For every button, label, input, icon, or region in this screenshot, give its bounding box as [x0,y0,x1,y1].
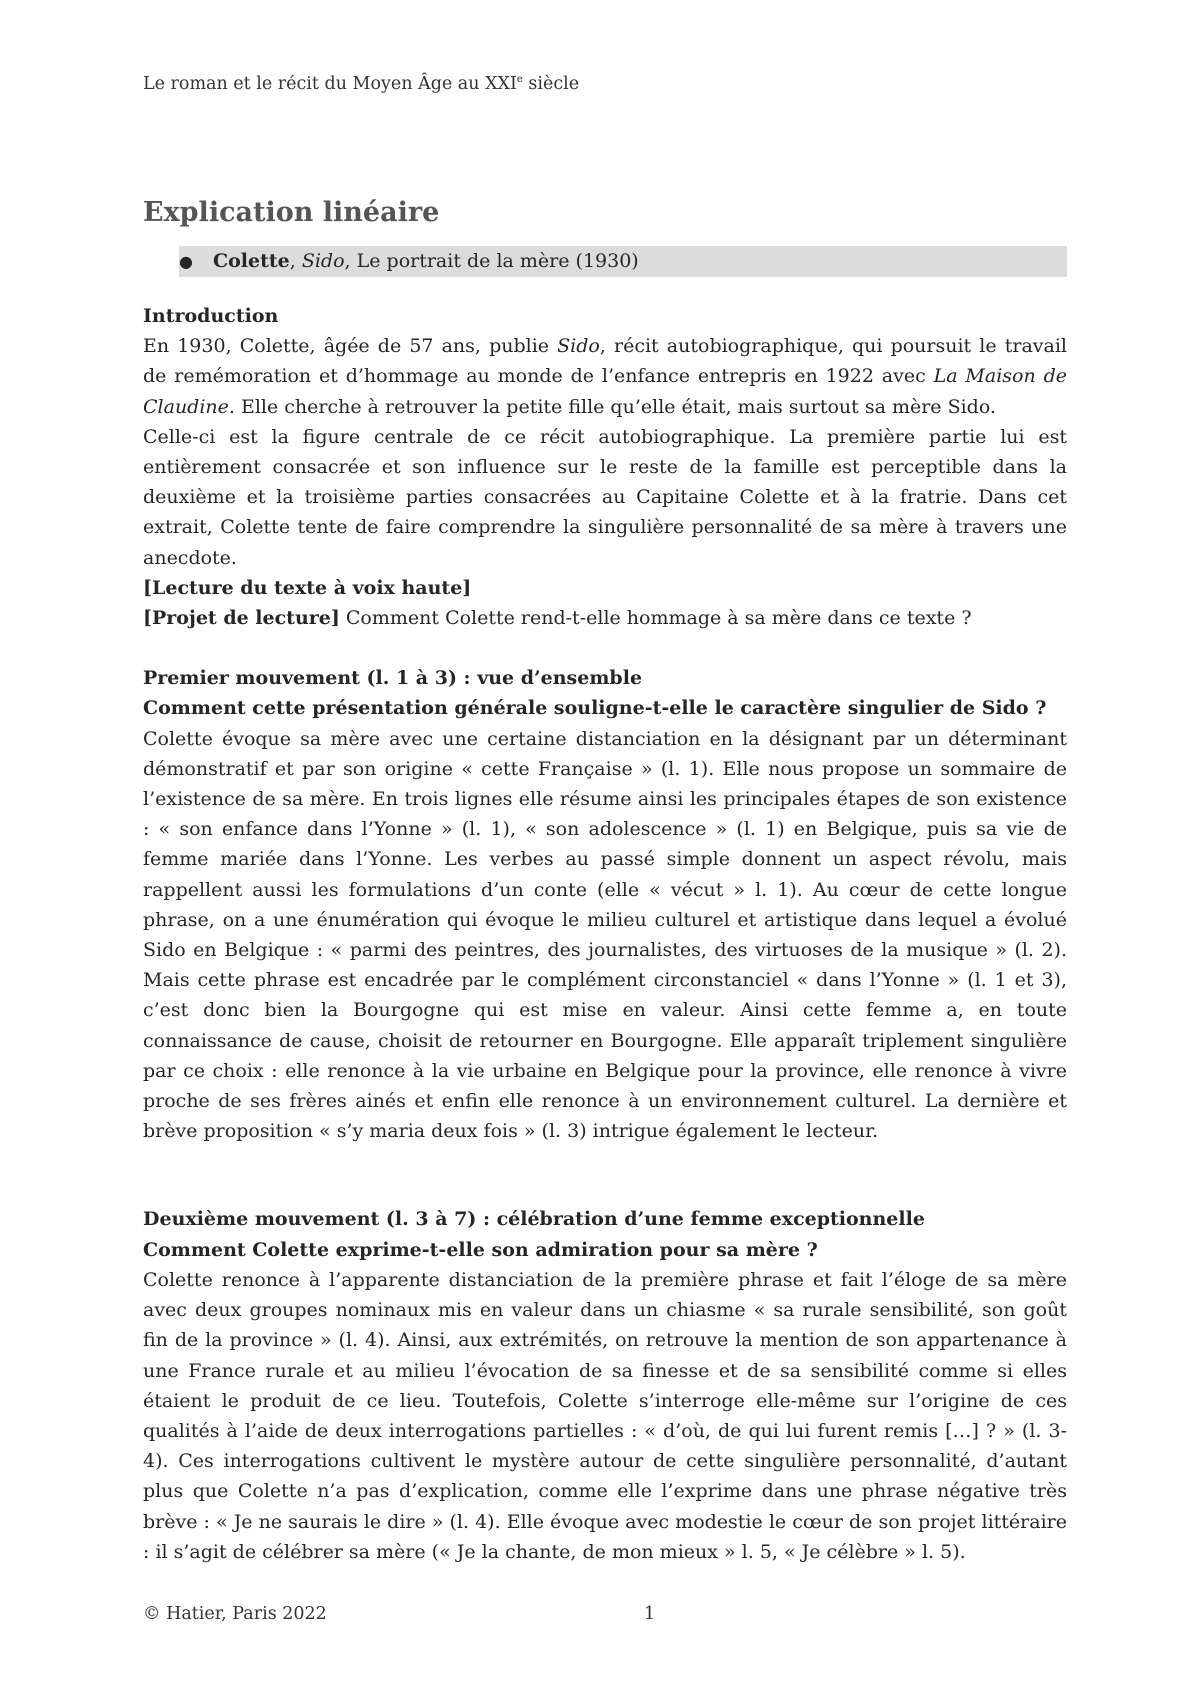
reading-project: [Projet de lecture] Comment Colette rend-t-elle hommage à sa mère dans ce texte ? [143,607,972,630]
intro-paragraph-2: Celle-ci est la figure centrale de ce récit autobiographique. La première partie lui est entièrement consacrée et son influence sur le reste de la famille est perceptible dans la deuxième et la troisième parties consacrées au Capitaine Colette et à la fratrie. Dans cet extrait, Colette tente de faire comprendre la singulière personnalité de sa mère à travers une anecdote. [143,425,1067,569]
movement-1-text: Colette évoque sa mère avec une certaine distanciation en la désignant par un déterminant démonstratif et par son origine « cette Française » (l. 1). Elle nous propose un sommaire de l’existence de sa mère. En trois lignes elle résume ainsi les principales étapes de son existence : « son enfance dans l’Yonne » (l. 1), « son adolescence » (l. 1) en Belgique, puis sa vie de femme mariée dans l’Yonne. Les verbes au passé simple donnent un aspect révolu, mais rappellent aussi les formulations d’un conte (elle « vécut » l. 1). Au cœur de cette longue phrase, on a une énumération qui évoque le milieu culturel et artistique dans lequel a évolué Sido en Belgique : « parmi des peintres, des journalistes, des virtuoses de la musique » (l. 2). Mais cette phrase est encadrée par le complément circonstanciel « dans l’Yonne » (l. 1 et 3), c’est donc bien la Bourgogne qui est mise en valeur. Ainsi cette femme a, en toute connaissance de cause, choisit de retourner en Bourgogne. Elle apparaît triplement singulière par ce choix : elle renonce à la vie urbaine en Belgique pour la province, elle renonce à vivre proche de ses frères ainés et enfin elle renonce à un environnement culturel. La dernière et brève proposition « s’y maria deux fois » (l. 3) intrigue également le lecteur. [143,727,1067,1143]
document-body [143,196,1067,1567]
work-subtitle: , Le portrait de la mère (1930) [344,250,639,272]
work-title: Sido [301,250,345,272]
footer-copyright: © Hatier, Paris 2022 [143,1604,327,1624]
movement-1-question: Comment cette présentation générale souligne-t-elle le caractère singulier de Sido ? [143,697,1047,720]
movement-2-text: Colette renonce à l’apparente distanciation de la première phrase et fait l’éloge de sa mère avec deux groupes nominaux mis en valeur dans un chiasme « sa rurale sensibilité, son goût fin de la province » (l. 4). Ainsi, aux extrémités, on retrouve la mention de son appartenance à une France rurale et au milieu l’évocation de sa finesse et de sa sensibilité comme si elles étaient le produit de ce lieu. Toutefois, Colette s’interroge elle-même sur l’origine de ces qualités à l’aide de deux interrogations partielles : « d’où, de qui lui furent remis […] ? » (l. 3-4). Ces interrogations cultivent le mystère autour de cette singulière personnalité, d’autant plus que Colette n’a pas d’explication, comme elle l’exprime dans une phrase négative très brève : « Je ne saurais le dire » (l. 4). Elle évoque avec modestie le cœur de son projet littéraire : il s’agit de célébrer sa mère (« Je la chante, de mon mieux » l. 5, « Je célèbre » l. 5). [143,1268,1067,1563]
running-title-superscript: e [516,74,523,86]
running-title-prefix: Le roman et le récit du Moyen Âge au XXI [143,74,517,94]
page-number: 1 [644,1604,656,1624]
work-reference: ● Colette, Sido, Le portrait de la mère (1930) [179,246,1067,277]
movement-2-question: Comment Colette exprime-t-elle son admiration pour sa mère ? [143,1238,818,1261]
movement-2-heading: Deuxième mouvement (l. 3 à 7) : célébration d’une femme exceptionnelle [143,1208,925,1231]
movement-1-heading: Premier mouvement (l. 1 à 3) : vue d’ensemble [143,667,643,690]
running-title-suffix: siècle [522,74,580,94]
running-header [143,74,579,94]
reading-note: [Lecture du texte à voix haute] [143,576,472,599]
bullet-icon: ● [179,252,193,271]
intro-paragraph-1: En 1930, Colette, âgée de 57 ans, publie Sido, récit autobiographique, qui poursuit le travail de remémoration et d’hommage au monde de l’enfance entrepris en 1922 avec La Maison de Claudine. Elle cherche à retrouver la petite fille qu’elle était, mais surtout sa mère Sido. [143,335,1067,418]
page-title: Explication linéaire [143,197,440,228]
intro-heading: Introduction [143,305,279,327]
work-author: Colette [213,250,290,272]
